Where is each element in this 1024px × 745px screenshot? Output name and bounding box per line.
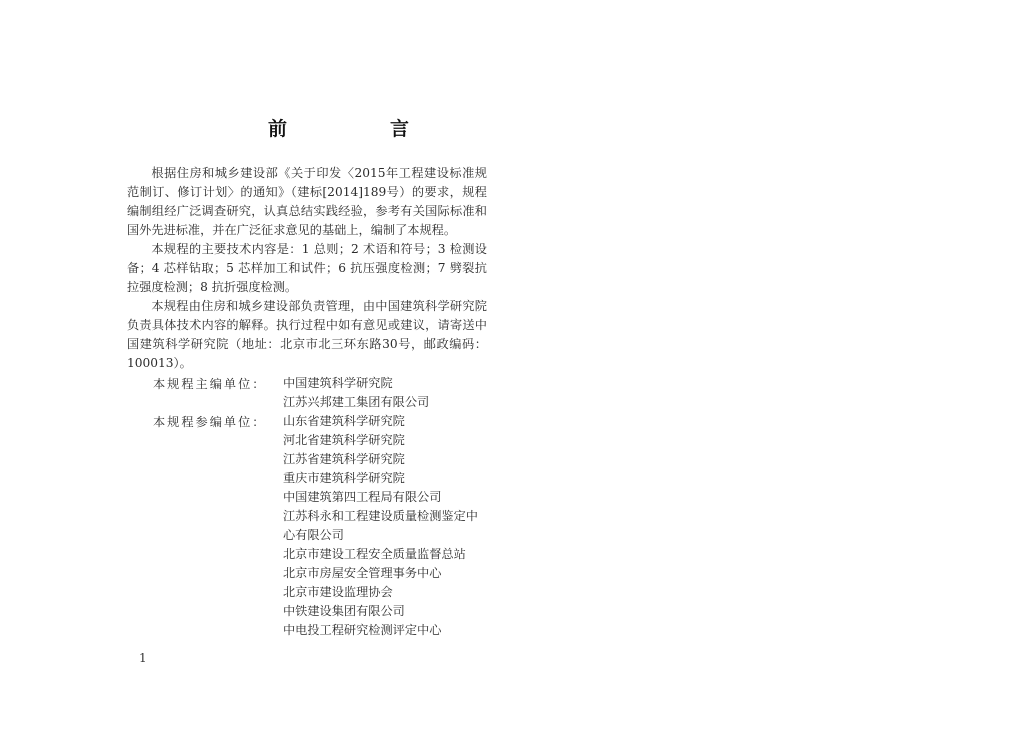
page-number: 1	[139, 651, 147, 665]
participant-unit: 北京市建设监理协会	[283, 585, 393, 599]
chief-unit: 中国建筑科学研究院	[283, 376, 393, 390]
chief-unit-list	[283, 374, 429, 412]
paragraph-1: 根据住房和城乡建设部《关于印发〈2015年工程建设标准规范制订、修订计划〉的通知》（建标[2014]189号）的要求，规程编制组经广泛调查研究，认真总结实践经验，参考有关国际标准和国外先进标准，并在广泛征求意见的基础上，编制了本规程。	[127, 166, 487, 237]
participant-unit: 心有限公司	[283, 528, 344, 542]
chief-unit: 江苏兴邦建工集团有限公司	[283, 395, 430, 409]
participant-unit: 中铁建设集团有限公司	[283, 604, 405, 618]
preface-body	[127, 164, 487, 373]
participant-unit-label: 本规程参编单位：	[153, 415, 267, 429]
participant-unit: 中国建筑第四工程局有限公司	[283, 490, 442, 504]
participant-unit: 北京市建设工程安全质量监督总站	[283, 547, 466, 561]
participant-unit-list	[283, 412, 478, 640]
participant-unit: 山东省建筑科学研究院	[283, 414, 405, 428]
participant-unit: 重庆市建筑科学研究院	[283, 471, 405, 485]
participant-unit: 河北省建筑科学研究院	[283, 433, 405, 447]
paragraph-3: 本规程由住房和城乡建设部负责管理，由中国建筑科学研究院负责具体技术内容的解释。执行过程中如有意见或建议，请寄送中国建筑科学研究院（地址：北京市北三环东路30号，邮政编码：100013）。	[127, 299, 487, 370]
participant-unit: 中电投工程研究检测评定中心	[283, 623, 442, 637]
paragraph-2: 本规程的主要技术内容是：1 总则；2 术语和符号；3 检测设备；4 芯样钻取；5 芯样加工和试件；6 抗压强度检测；7 劈裂抗拉强度检测；8 抗折强度检测。	[127, 242, 487, 294]
chief-unit-label: 本规程主编单位：	[153, 377, 267, 391]
participant-unit: 江苏科永和工程建设质量检测鉴定中	[283, 509, 478, 523]
page-title: 前 言	[268, 118, 452, 140]
participant-unit: 江苏省建筑科学研究院	[283, 452, 405, 466]
participant-unit: 北京市房屋安全管理事务中心	[283, 566, 442, 580]
